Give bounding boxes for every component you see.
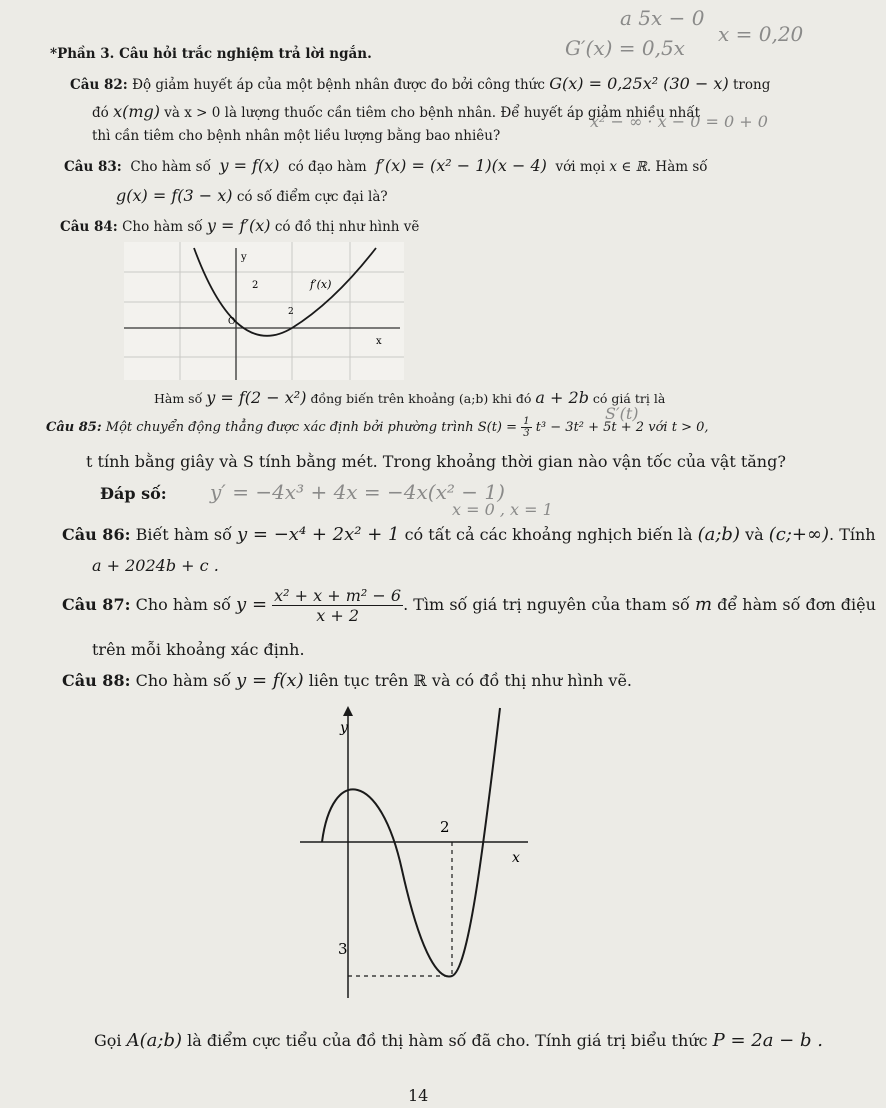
tick-label: 2 bbox=[440, 818, 450, 836]
handwriting-scribble: x = 0 , x = 1 bbox=[452, 500, 553, 519]
fraction: $\frac{\text{x² + x + m² − 6}}{x + 2}$ bbox=[274, 586, 402, 625]
y-axis-arrow-icon bbox=[343, 706, 353, 716]
question-82-line-2: đó x(mg) và x > 0 là lượng thuốc cần tiêm cho bệnh nhân. Để huyết áp giảm nhiều nhất bbox=[92, 102, 701, 121]
y-axis-label: y bbox=[340, 720, 348, 736]
question-87-line-2: trên mỗi khoảng xác định. bbox=[92, 640, 305, 659]
question-86-line-2: a + 2024b + c . bbox=[92, 556, 219, 575]
question-label: Câu 82: bbox=[70, 77, 128, 93]
question-82-line-3: thì cần tiêm cho bệnh nhân một liều lượng bằng bao nhiêu? bbox=[92, 128, 501, 144]
question-label: Câu 88: bbox=[62, 671, 131, 690]
question-83-line-1: Câu 83: Cho hàm số y = f(x) có đạo hàm f′(x) = (x² − 1)(x − 4) với mọi x ∈ ℝ. Hàm số bbox=[64, 156, 708, 175]
handwriting-scribble: G′(x) = 0,5x bbox=[565, 36, 685, 60]
handwriting-scribble: y′ = −4x³ + 4x = −4x(x² − 1) bbox=[210, 480, 505, 504]
x-axis-label: x bbox=[512, 850, 520, 866]
section-title: *Phần 3. Câu hỏi trắc nghiệm trả lời ngắn. bbox=[50, 46, 372, 62]
answer-label: Đáp số: bbox=[100, 484, 167, 503]
tick-label: 3 bbox=[338, 940, 348, 958]
question-87-line-1: Câu 87: Cho hàm số y = $\frac{\text{x² + x + m² − 6}}{x + 2}$ . Tìm số giá trị nguyên của tham số m để hàm số đơn điệu bbox=[62, 586, 876, 625]
fraction: $\frac{1}{3}$ bbox=[523, 416, 530, 439]
origin-label: O bbox=[228, 317, 236, 327]
tick-label: 2 bbox=[252, 280, 259, 291]
question-label: Câu 87: bbox=[62, 595, 131, 614]
question-82-line-1: Câu 82: Độ giảm huyết áp của một bệnh nhân được đo bởi công thức G(x) = 0,25x² (30 − x) trong bbox=[70, 74, 771, 93]
question-85-line-2: t tính bằng giây và S tính bằng mét. Trong khoảng thời gian nào vận tốc của vật tăng? bbox=[86, 452, 786, 471]
question-84-line-1: Câu 84: Cho hàm số y = f′(x) có đồ thị như hình vẽ bbox=[60, 216, 420, 235]
curve-label: f′(x) bbox=[310, 278, 332, 291]
question-label: Câu 85: bbox=[46, 420, 102, 435]
handwriting-scribble: a 5x − 0 bbox=[620, 6, 705, 30]
function-graph bbox=[300, 700, 532, 1000]
tick-label: 2 bbox=[288, 307, 294, 317]
question-86-line-1: Câu 86: Biết hàm số y = −x⁴ + 2x² + 1 có tất cả các khoảng nghịch biến là (a;b) và (c;+∞). Tính bbox=[62, 524, 876, 545]
formula: G(x) = 0,25x² (30 − x) bbox=[549, 74, 729, 93]
question-88-line-2: Gọi A(a;b) là điểm cực tiểu của đồ thị hàm số đã cho. Tính giá trị biểu thức P = 2a − b . bbox=[94, 1030, 823, 1051]
handwriting-scribble: S′(t) bbox=[605, 404, 639, 423]
question-label: Câu 83: bbox=[64, 159, 122, 175]
question-label: Câu 84: bbox=[60, 219, 118, 235]
x-axis-label: x bbox=[376, 336, 382, 347]
handwriting-scribble: x² − ∞ · x − 0 = 0 + 0 bbox=[590, 112, 768, 131]
question-84-line-2: Hàm số y = f(2 − x²) đồng biến trên khoảng (a;b) khi đó a + 2b có giá trị là bbox=[154, 388, 666, 407]
star-icon: * bbox=[50, 46, 58, 62]
handwriting-scribble: x = 0,20 bbox=[718, 22, 804, 46]
question-88-line-1: Câu 88: Cho hàm số y = f(x) liên tục trên ℝ và có đồ thị như hình vẽ. bbox=[62, 670, 633, 691]
question-83-line-2: g(x) = f(3 − x) có số điểm cực đại là? bbox=[116, 186, 388, 205]
page-number: 14 bbox=[408, 1086, 429, 1105]
derivative-graph bbox=[124, 242, 404, 380]
y-axis-label: y bbox=[241, 252, 247, 263]
question-85-line-1: Câu 85: Một chuyển động thẳng được xác định bởi phường trình S(t) = $\frac{1}{3}$ t³ − 3t² + 5t + 2 với t > 0, bbox=[46, 416, 709, 439]
question-label: Câu 86: bbox=[62, 525, 131, 544]
